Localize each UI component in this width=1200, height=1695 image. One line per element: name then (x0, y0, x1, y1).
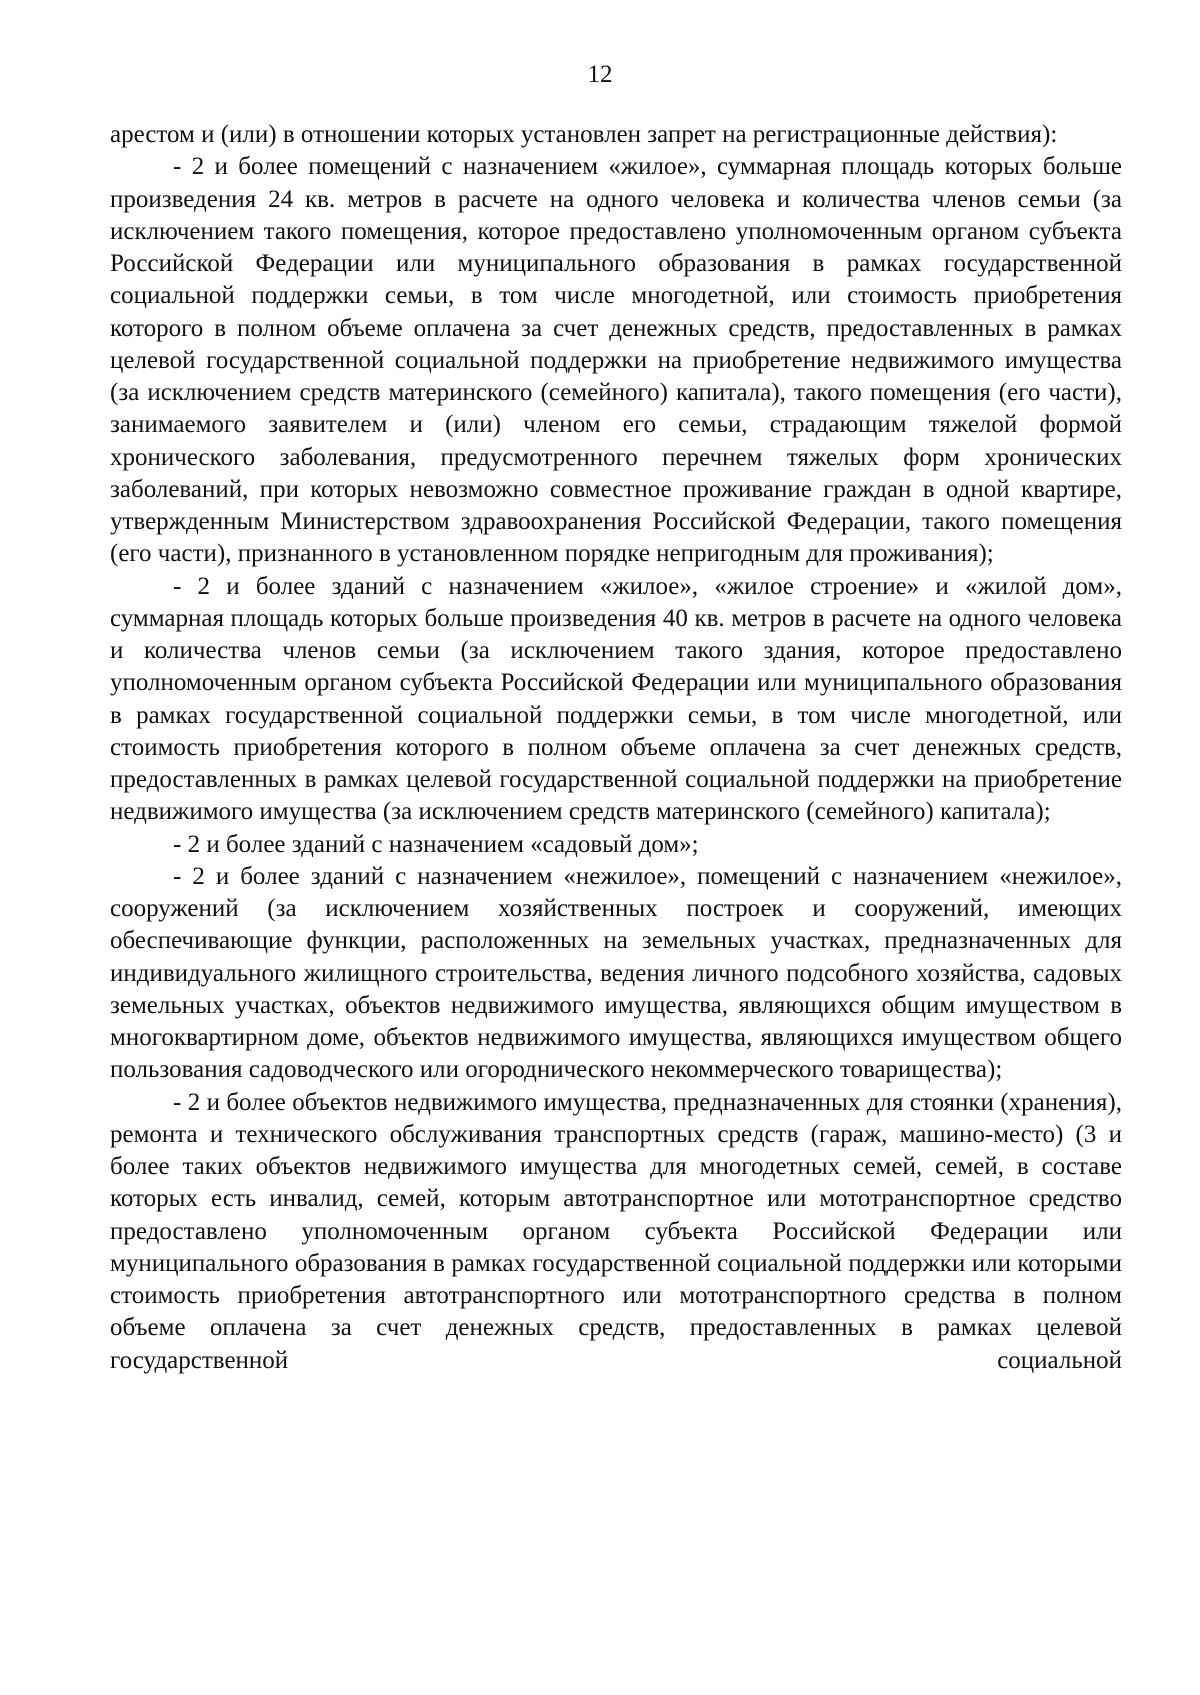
page-number: 12 (587, 61, 613, 88)
paragraph-parking-objects: - 2 и более объектов недвижимого имущества, предназначенных для стоянки (хранения), ремонта и технического обслуживания транспортных средств (гараж, машино-место) (3 и более таких объектов недвижимого имущества для многодетных семей, семей, в составе которых есть инвалид, семей, которым автотранспортное или мототранспортное средство предоставлено уполномоченным органом субъекта Российской Федерации или муниципального образования в рамках государственной социальной поддержки или которыми стоимость приобретения автотранспортного или мототранспортного средства в полном объеме оплачена за счет денежных средств, предоставленных в рамках целевой государственной социальной (110, 1088, 1122, 1374)
document-body (110, 119, 1122, 1377)
paragraph-garden-houses: - 2 и более зданий с назначением «садовый дом»; (173, 830, 699, 858)
paragraph-residential-premises: - 2 и более помещений с назначением «жилое», суммарная площадь которых больше произведения 24 кв. метров в расчете на одного человека и количества членов семьи (за исключением такого помещения, которое предоставлено уполномоченным органом субъекта Российской Федерации или муниципального образования в рамках государственной социальной поддержки семьи, в том числе многодетной, или стоимость приобретения которого в полном объеме оплачена за счет денежных средств, предоставленных в рамках целевой государственной социальной поддержки на приобретение недвижимого имущества (за исключением средств материнского (семейного) капитала), такого помещения (его части), занимаемого заявителем и (или) членом его семьи, страдающим тяжелой формой хронического заболевания, предусмотренного перечнем тяжелых форм хронических заболеваний, при которых невозможно совместное проживание граждан в одной квартире, утвержденным Министерством здравоохранения Российской Федерации, такого помещения (его части), признанного в установленном порядке непригодным для проживания); (110, 153, 1122, 568)
paragraph-intro: арестом и (или) в отношении которых установлен запрет на регистрационные действия): (110, 121, 1058, 148)
paragraph-residential-buildings: - 2 и более зданий с назначением «жилое», «жилое строение» и «жилой дом», суммарная площадь которых больше произведения 40 кв. метров в расчете на одного человека и количества членов семьи (за исключением такого здания, которое предоставлено уполномоченным органом субъекта Российской Федерации или муниципального образования в рамках государственной социальной поддержки семьи, в том числе многодетной, или стоимость приобретения которого в полном объеме оплачена за счет денежных средств, предоставленных в рамках целевой государственной социальной поддержки на приобретение недвижимого имущества (за исключением средств материнского (семейного) капитала); (110, 572, 1122, 826)
paragraph-non-residential: - 2 и более зданий с назначением «нежилое», помещений с назначением «нежилое», сооружений (за исключением хозяйственных построек и сооружений, имеющих обеспечивающие функции, расположенных на земельных участках, предназначенных для индивидуального жилищного строительства, ведения личного подсобного хозяйства, садовых земельных участках, объектов недвижимого имущества, являющихся общим имуществом в многоквартирном доме, объектов недвижимого имущества, являющихся имуществом общего пользования садоводческого или огороднического некоммерческого товарищества); (110, 862, 1122, 1084)
